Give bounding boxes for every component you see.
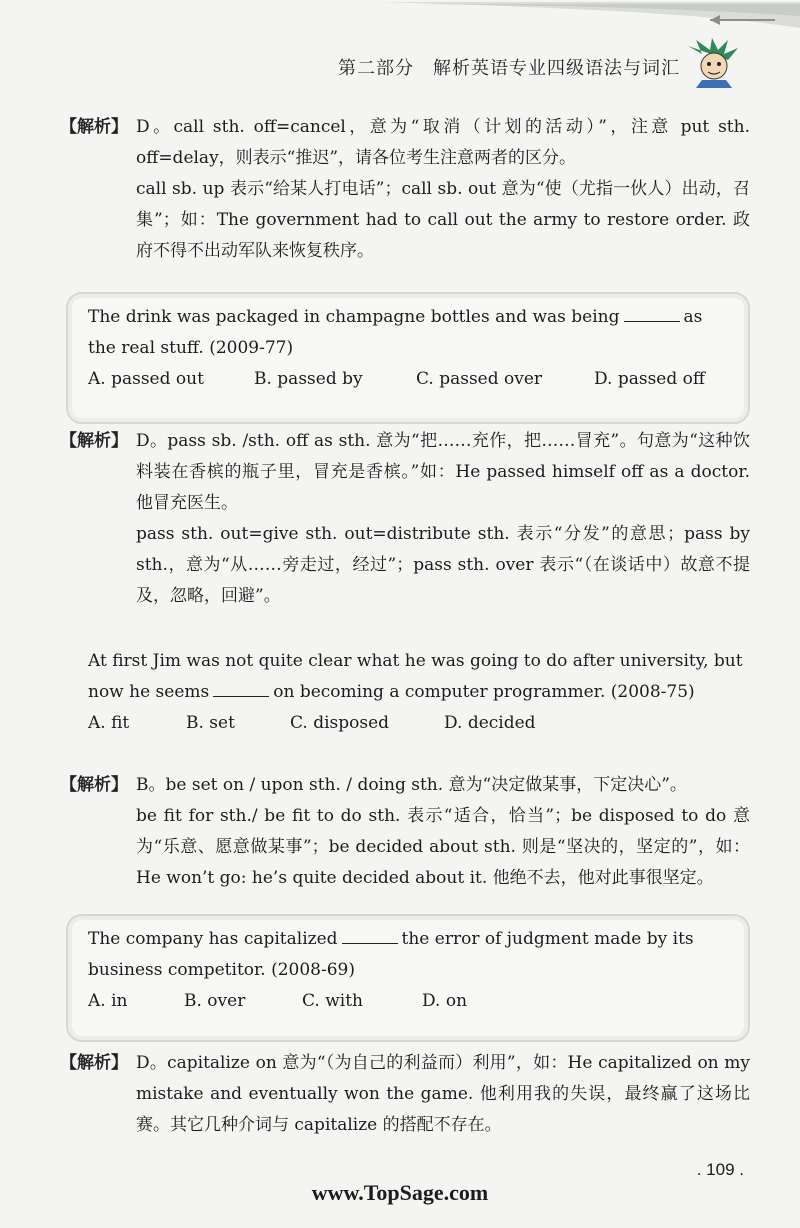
analysis-paragraph: B。be set on / upon sth. / doing sth. 意为“决定做某事，下定决心”。 xyxy=(136,775,687,795)
answer-blank xyxy=(624,303,680,322)
question-box-4 xyxy=(66,914,750,1042)
analysis-block-2 xyxy=(60,426,750,612)
options-row xyxy=(88,364,730,395)
analysis-paragraph: D。call sth. off=cancel，意为“取消（计划的活动）”，注意 put sth. off=delay，则表示“推迟”，请各位考生注意两者的区分。 xyxy=(136,117,750,168)
question-stem-part: The company has capitalized xyxy=(88,929,338,949)
option-b: B. over xyxy=(184,991,246,1011)
question-stem-part: as the real stuff. (2009-77) xyxy=(88,307,703,358)
question-stem xyxy=(88,302,730,364)
analysis-paragraph: be fit for sth./ be fit to do sth. 表示“适合，恰当”；be disposed to do 意为“乐意、愿意做某事”；be decided about sth. 则是“坚决的，坚定的”，如：He won’t go: he’s quite decided about it. 他绝不去，他对此事很坚定。 xyxy=(136,806,750,888)
analysis-paragraph: D。capitalize on 意为“（为自己的利益而）利用”，如：He capitalized on my mistake and eventually won the game. 他利用我的失误，最终赢了这场比赛。其它几种介词与 capitalize 的搭配不存在。 xyxy=(136,1053,750,1135)
analysis-block-1 xyxy=(60,112,750,267)
analysis-paragraph: pass sth. out=give sth. out=distribute sth. 表示“分发”的意思；pass by sth.，意为“从……旁走过，经过”；pass sth. over 表示“（在谈话中）故意不提及，忽略，回避”。 xyxy=(136,524,750,606)
option-c: C. disposed xyxy=(290,713,390,733)
option-d: D. on xyxy=(422,991,468,1011)
option-d: D. decided xyxy=(444,713,536,733)
analysis-tag: 【解析】 xyxy=(60,431,128,451)
option-b: B. passed by xyxy=(254,369,363,389)
options-row xyxy=(88,708,750,739)
analysis-paragraph: call sb. up 表示“给某人打电话”；call sb. out 意为“使（尤指一伙人）出动，召集”；如：The government had to call out the army to restore order. 政府不得不出动军队来恢复秩序。 xyxy=(136,179,750,261)
analysis-block-4 xyxy=(60,1048,750,1141)
option-a: A. passed out xyxy=(88,369,204,389)
option-a: A. fit xyxy=(88,713,130,733)
mascot-character-icon xyxy=(682,36,744,88)
analysis-paragraph: D。pass sb. /sth. off as sth. 意为“把……充作，把……冒充”。句意为“这种饮料装在香槟的瓶子里，冒充是香槟。”如：He passed himself off as a doctor. 他冒充医生。 xyxy=(136,431,750,513)
footer-url-link[interactable]: www.TopSage.com xyxy=(311,1180,489,1205)
option-d: D. passed off xyxy=(594,369,705,389)
analysis-tag: 【解析】 xyxy=(60,775,128,795)
analysis-tag: 【解析】 xyxy=(60,1053,128,1073)
question-3 xyxy=(88,646,750,739)
options-row xyxy=(88,986,730,1017)
option-a: A. in xyxy=(88,991,128,1011)
answer-blank xyxy=(342,925,398,944)
option-c: C. passed over xyxy=(416,369,543,389)
running-head: 第二部分 解析英语专业四级语法与词汇 xyxy=(338,58,680,79)
question-box-2 xyxy=(66,292,750,424)
answer-blank xyxy=(213,678,269,697)
page-number: . 109 . xyxy=(696,1160,744,1179)
option-c: C. with xyxy=(302,991,363,1011)
question-stem xyxy=(88,646,750,708)
analysis-tag: 【解析】 xyxy=(60,117,128,137)
question-stem-part: The drink was packaged in champagne bottles and was being xyxy=(88,307,620,327)
question-stem-part: the error of judgment made by its business competitor. (2008-69) xyxy=(88,929,694,980)
question-stem-part: on becoming a computer programmer. (2008-75) xyxy=(273,682,695,702)
option-b: B. set xyxy=(186,713,235,733)
analysis-block-3 xyxy=(60,770,750,894)
question-stem xyxy=(88,924,730,986)
question-stem-part: At first Jim was not quite clear what he was going to do after university, but now he seems xyxy=(88,651,743,702)
